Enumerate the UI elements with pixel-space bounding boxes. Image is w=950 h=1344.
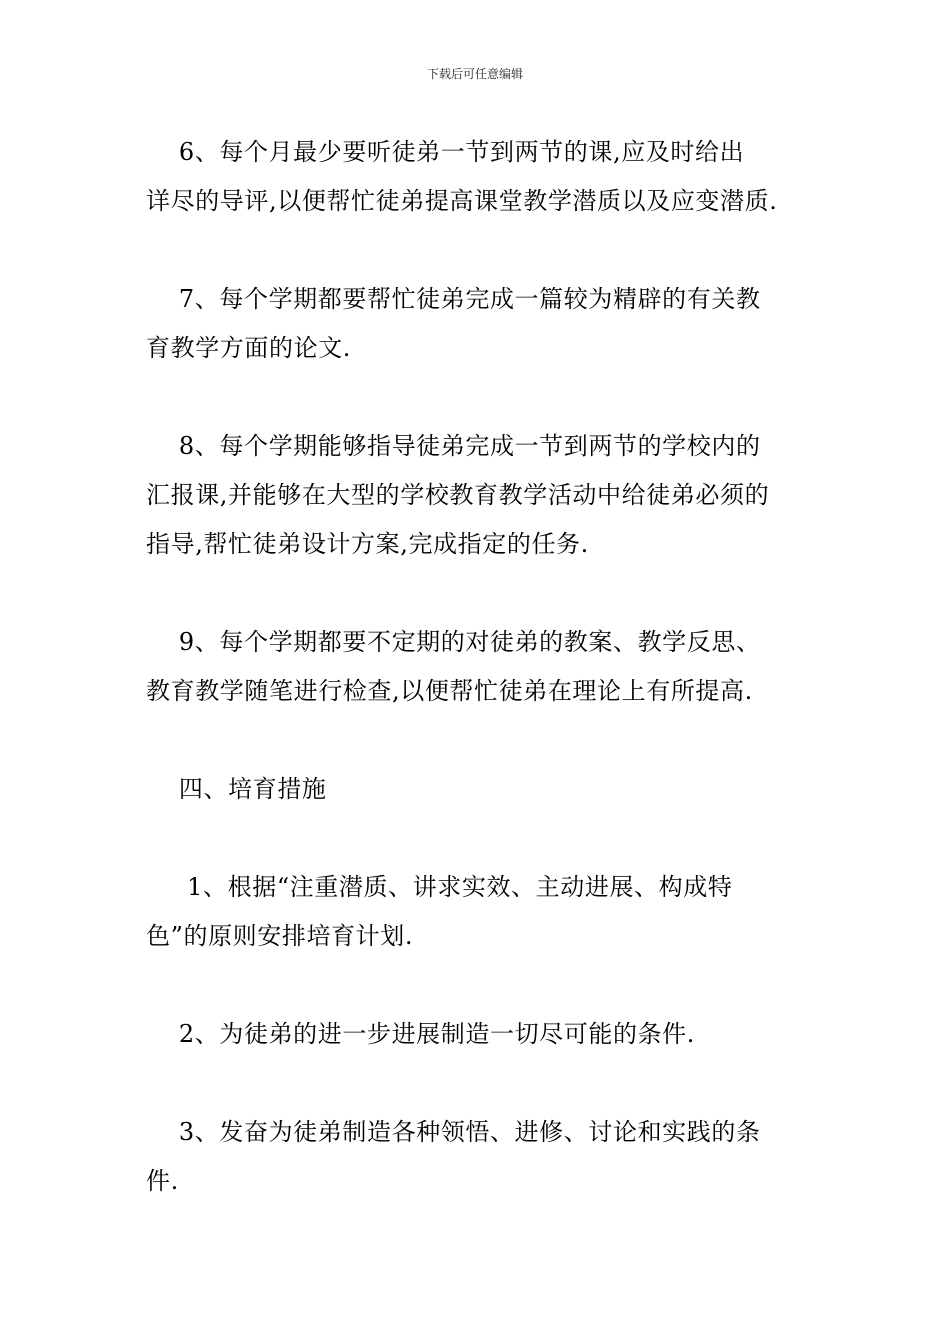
paragraph-line: 8、每个学期能够指导徒弟完成一节到两节的学校内的	[146, 432, 761, 460]
paragraph-item-8	[146, 422, 806, 569]
paragraph-item-9	[146, 618, 806, 716]
paragraph-line: 2、为徒弟的进一步进展制造一切尽可能的条件.	[146, 1020, 696, 1048]
paragraph-line: 色”的原则安排培育计划.	[146, 922, 414, 950]
paragraph-measure-3	[146, 1108, 806, 1206]
paragraph-line: 件.	[146, 1167, 179, 1195]
body-text	[146, 128, 806, 1206]
paragraph-line: 6、每个月最少要听徒弟一节到两节的课,应及时给出	[146, 138, 745, 166]
paragraph-line: 指导,帮忙徒弟设计方案,完成指定的任务.	[146, 530, 589, 558]
section-heading	[146, 765, 806, 814]
paragraph-line: 9、每个学期都要不定期的对徒弟的教案、教学反思、	[146, 628, 761, 656]
header-note: 下载后可任意编辑	[426, 67, 523, 81]
paragraph-item-7	[146, 275, 806, 373]
paragraph-measure-1	[146, 863, 806, 961]
paragraph-item-6	[146, 128, 806, 226]
paragraph-line: 详尽的导评,以便帮忙徒弟提高课堂教学潜质以及应变潜质.	[146, 187, 778, 215]
paragraph-line: 7、每个学期都要帮忙徒弟完成一篇较为精辟的有关教	[146, 285, 761, 313]
paragraph-line: 教育教学随笔进行检查,以便帮忙徒弟在理论上有所提高.	[146, 677, 753, 705]
paragraph-line: 1、根据“注重潜质、讲求实效、主动进展、构成特	[146, 873, 733, 901]
paragraph-line: 3、发奋为徒弟制造各种领悟、进修、讨论和实践的条	[146, 1118, 761, 1146]
paragraph-measure-2	[146, 1010, 806, 1059]
section-heading-text: 四、培育措施	[146, 775, 327, 803]
paragraph-line: 育教学方面的论文.	[146, 334, 352, 362]
paragraph-line: 汇报课,并能够在大型的学校教育教学活动中给徒弟必须的	[146, 481, 770, 509]
